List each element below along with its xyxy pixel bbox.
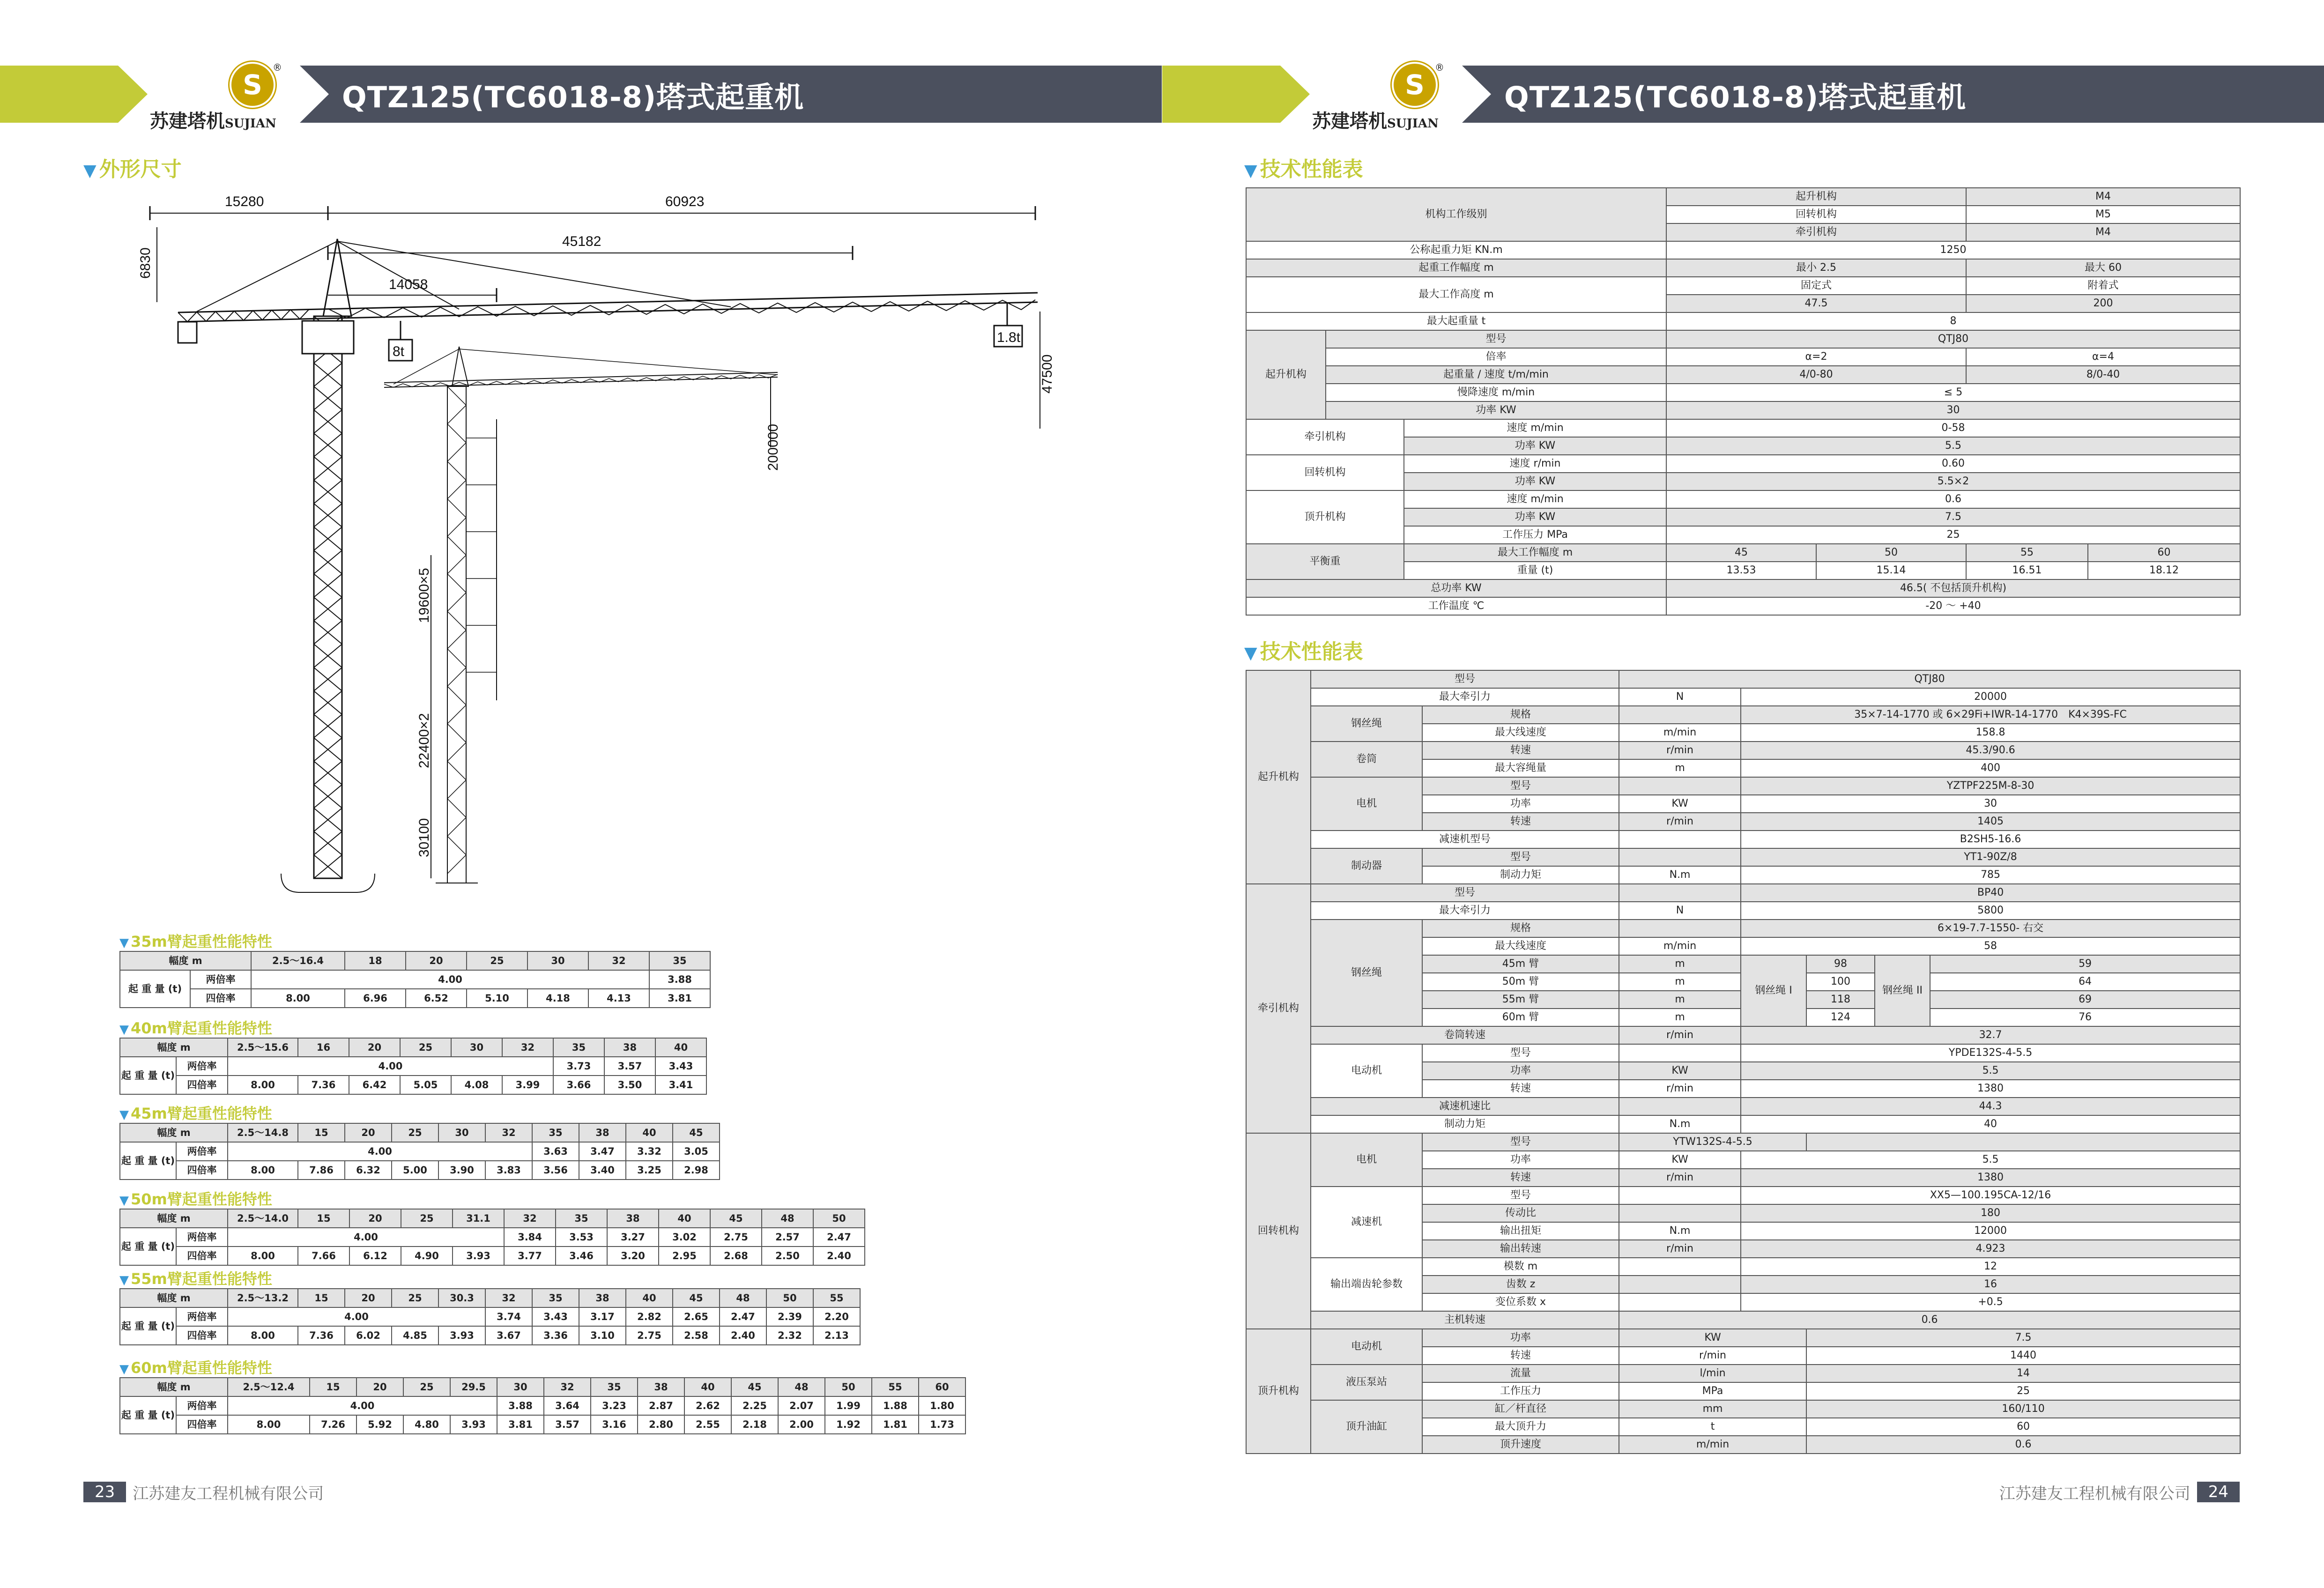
load-table-title: ▼ 50m臂起重性能特性 xyxy=(119,1190,272,1208)
footer-right xyxy=(1999,1480,2240,1504)
load-value: 6.42 xyxy=(349,1076,400,1094)
load-value: 3.20 xyxy=(607,1247,659,1265)
load-value: 3.81 xyxy=(497,1415,544,1434)
dim-label: 15280 xyxy=(225,194,264,209)
load-value: 3.40 xyxy=(579,1161,626,1180)
page-title: QTZ125(TC6018-8)塔式起重机 xyxy=(1504,80,1967,114)
logo-emblem-icon: S xyxy=(1392,62,1438,108)
spec-table-2: 起升机构 型号 QTJ80 最大牵引力 N 20000 钢丝绳 规格 35×7-14-1770 或 6×29Fi+IWR-14-1770 K4×39S-FC 最大线速度 m/min 158.8 卷筒 转速 r/min 45.3/90.6 最大容绳量 m 400 电机 型号 YZTPF225M-8-30 功率 KW 30 转速 r/min 1405 减速机型号 B2SH5-16.6 制动器 型号 YT1-90Z/8 制动力矩 N.m 785 牵引机构 型号 BP40 最大牵引力 N 5800 钢丝绳 规格 6×19-7.7-1550- 右交 最大线速度 m/min 58 45m 臂 m 钢丝绳 I 98 钢丝绳 II 59 50m 臂 m 100 64 55m 臂 m 118 69 60m 臂 m 124 76 卷筒转速 r/min 32.7 电动机 型号 YPDE132S-4-5.5 功率 KW 5.5 转速 r/min 1380 减速机速比 44.3 制动力矩 N.m 40 回转机构 电机 型号 YTW132S-4-5.5 功率 KW 5.5 转速 r/min 1380 减速机 型号 XX5—100.195CA-12/16 传动比 180 输出扭矩 N.m 12000 输出转速 r/min 4.923 输出端齿轮参数 模数 m 12 齿数 z 16 变位系数 x +0.5 主机转速 0.6 顶升机构 电动机 功率 KW 7.5 转速 r/min 1440 液压泵站 流量 l/min 14 工作压力 MPa 25 顶升油缸 缸／杆直径 mm 160/110 最大顶升力 t 60 顶升速度 m/min 0.6 xyxy=(1246,670,2241,1454)
load-value: 5.92 xyxy=(356,1415,403,1434)
company-name: 江苏建友工程机械有限公司 xyxy=(1999,1484,2190,1503)
section-title-dimensions: ▼ 外形尺寸 xyxy=(83,157,182,181)
triangle-icon: ▼ xyxy=(119,1108,129,1122)
load-value: 4.18 xyxy=(527,989,588,1008)
load-table-title: ▼ 40m臂起重性能特性 xyxy=(119,1019,272,1037)
load-table: 幅度 m 2.5～16.4 18 20 25 30 32 35 起 重 量 (t) 两倍率 4.00 3.88 四倍率 8.00 6.96 6.52 5.10 4.18 4.13 3.81 xyxy=(119,951,711,1008)
load-value: 3.93 xyxy=(438,1326,485,1345)
load-value: 3.41 xyxy=(655,1076,706,1094)
load-table: 幅度 m 2.5～14.8 15 20 25 30 32 35 38 40 45 起 重 量 (t) 两倍率 4.00 3.63 3.47 3.32 3.05 四倍率 8.00 7.86 6.32 5.00 3.90 3.83 3.56 3.40 3.25 2.98 xyxy=(119,1123,720,1180)
load-table: 幅度 m 2.5～15.6 16 20 25 30 32 35 38 40 起 重 量 (t) 两倍率 4.00 3.73 3.57 3.43 四倍率 8.00 7.36 6.42 5.05 4.08 3.99 3.66 3.50 3.41 xyxy=(119,1038,707,1095)
dim-label: 60923 xyxy=(665,194,705,209)
load-value: 8.00 xyxy=(228,1415,310,1434)
load-value: 4.90 xyxy=(401,1247,453,1265)
load-value: 6.32 xyxy=(345,1161,392,1180)
load-value: 2.75 xyxy=(626,1326,673,1345)
triangle-icon: ▼ xyxy=(119,936,129,950)
load-table-title: ▼ 35m臂起重性能特性 xyxy=(119,933,272,950)
load-value: 4.08 xyxy=(451,1076,502,1094)
load-value: 3.36 xyxy=(532,1326,579,1345)
load-value: 4.13 xyxy=(588,989,649,1008)
load-value: 6.52 xyxy=(406,989,467,1008)
company-logo: S ® 苏建塔机SUJIAN xyxy=(1312,62,1444,132)
triangle-icon: ▼ xyxy=(119,1362,129,1376)
load-label: 1.8t xyxy=(997,330,1021,345)
load-value: 4.85 xyxy=(392,1326,438,1345)
section-title-spec-1: ▼ 技术性能表 xyxy=(1244,157,1363,181)
load-value: 3.66 xyxy=(553,1076,604,1094)
load-value: 2.50 xyxy=(762,1247,813,1265)
load-value: 2.18 xyxy=(731,1415,778,1434)
load-value: 3.67 xyxy=(485,1326,532,1345)
load-value: 6.12 xyxy=(349,1247,401,1265)
load-value: 3.93 xyxy=(453,1247,504,1265)
load-value: 3.90 xyxy=(438,1161,485,1180)
load-value: 4.80 xyxy=(403,1415,450,1434)
load-value: 2.98 xyxy=(673,1161,720,1180)
dim-label: 45182 xyxy=(562,234,601,249)
load-value: 8.00 xyxy=(228,1161,298,1180)
dim-label: 14058 xyxy=(389,277,428,292)
load-value: 8.00 xyxy=(228,1247,298,1265)
company-logo: S ® 苏建塔机SUJIAN xyxy=(150,62,282,132)
load-table: 幅度 m 2.5～12.4 15 20 25 29.5 30 32 35 38 40 45 48 50 55 60 起 重 量 (t) 两倍率 4.00 3.88 3.64 3.23 2.87 2.62 2.25 2.07 1.99 1.88 1.80 四倍率 8.00 7.26 5.92 4.80 3.93 3.81 3.57 3.16 2.80 2.55 2.18 2.00 1.92 1.81 1.73 xyxy=(119,1377,966,1434)
load-value: 3.57 xyxy=(544,1415,591,1434)
load-value: 7.36 xyxy=(298,1326,345,1345)
company-name: 江苏建友工程机械有限公司 xyxy=(133,1484,324,1503)
load-value: 2.95 xyxy=(659,1247,710,1265)
load-value: 2.13 xyxy=(813,1326,860,1345)
load-value: 3.83 xyxy=(485,1161,532,1180)
load-table: 幅度 m 2.5～14.0 15 20 25 31.1 32 35 38 40 45 48 50 起 重 量 (t) 两倍率 4.00 3.84 3.53 3.27 3.02 2.75 2.57 2.47 四倍率 8.00 7.66 6.12 4.90 3.93 3.77 3.46 3.20 2.95 2.68 2.50 2.40 xyxy=(119,1209,865,1266)
load-value: 8.00 xyxy=(228,1076,298,1094)
load-table-title: ▼ 60m臂起重性能特性 xyxy=(119,1359,272,1377)
triangle-icon: ▼ xyxy=(1244,161,1257,180)
page-title: QTZ125(TC6018-8)塔式起重机 xyxy=(342,80,804,114)
load-value: 3.93 xyxy=(450,1415,497,1434)
load-table: 幅度 m 2.5～13.2 15 20 25 30.3 32 35 38 40 45 48 50 55 起 重 量 (t) 两倍率 4.00 3.74 3.43 3.17 2.82 2.65 2.47 2.39 2.20 四倍率 8.00 7.36 6.02 4.85 3.93 3.67 3.36 3.10 2.75 2.58 2.40 2.32 2.13 xyxy=(119,1288,861,1345)
load-value: 1.73 xyxy=(919,1415,965,1434)
load-value: 5.05 xyxy=(400,1076,451,1094)
logo-emblem-icon: S xyxy=(230,62,275,108)
load-value: 6.02 xyxy=(345,1326,392,1345)
load-value: 3.81 xyxy=(649,989,710,1008)
triangle-icon: ▼ xyxy=(83,161,97,180)
load-value: 1.92 xyxy=(825,1415,872,1434)
load-value: 3.16 xyxy=(591,1415,638,1434)
triangle-icon: ▼ xyxy=(1244,644,1257,663)
load-value: 8.00 xyxy=(228,1326,298,1345)
load-value: 6.96 xyxy=(345,989,406,1008)
load-value: 2.80 xyxy=(638,1415,684,1434)
dim-label: 22400×2 xyxy=(416,713,432,768)
triangle-icon: ▼ xyxy=(119,1273,129,1287)
section-title-spec-2: ▼ 技术性能表 xyxy=(1244,640,1363,664)
page-number: 24 xyxy=(2197,1482,2240,1502)
load-value: 3.77 xyxy=(504,1247,556,1265)
page-number: 23 xyxy=(83,1482,126,1502)
dim-label: 6830 xyxy=(138,247,153,279)
dim-label: 200000 xyxy=(765,423,781,471)
load-label: 8t xyxy=(393,344,405,359)
footer-left xyxy=(83,1480,324,1504)
spec-table-1: 机构工作级别 起升机构 M4 回转机构 M5 牵引机构 M4 公称起重力矩 KN.m 1250 起重工作幅度 m 最小 2.5 最大 60 最大工作高度 m 固定式 附着式 47.5 200 最大起重量 t 8 起升机构 型号 QTJ80 倍率 α=2 α=4 起重量 / 速度 t/m/min 4/0-80 8/0-40 慢降速度 m/min ≤ 5 功率 KW 30 牵引机构 速度 m/min 0-58 功率 KW 5.5 回转机构 速度 r/min 0.60 功率 KW 5.5×2 顶升机构 速度 m/min 0.6 功率 KW 7.5 工作压力 MPa 25 平衡重 最大工作幅度 m 45 50 55 60 重量 (t) 13.53 15.14 16.51 18.12 总功率 KW 46.5( 不包括顶升机构) 工作温度 ℃ -20 ～ +40 xyxy=(1246,187,2241,616)
load-value: 2.58 xyxy=(673,1326,720,1345)
right-page xyxy=(1162,0,2324,1588)
load-value: 2.40 xyxy=(813,1247,865,1265)
load-value: 2.00 xyxy=(778,1415,825,1434)
load-value: 2.32 xyxy=(766,1326,813,1345)
dim-label: 47500 xyxy=(1039,354,1055,393)
load-value: 7.36 xyxy=(298,1076,349,1094)
load-value: 3.50 xyxy=(604,1076,655,1094)
load-value: 3.25 xyxy=(626,1161,673,1180)
load-value: 7.26 xyxy=(310,1415,356,1434)
load-table-title: ▼ 55m臂起重性能特性 xyxy=(119,1270,272,1288)
load-value: 3.56 xyxy=(532,1161,579,1180)
dim-label: 19600×5 xyxy=(416,568,432,623)
load-value: 2.40 xyxy=(720,1326,766,1345)
load-value: 3.10 xyxy=(579,1326,626,1345)
load-value: 1.81 xyxy=(872,1415,919,1434)
load-value: 7.86 xyxy=(298,1161,345,1180)
dim-label: 30100 xyxy=(416,818,432,857)
load-value: 3.99 xyxy=(502,1076,553,1094)
load-table-title: ▼ 45m臂起重性能特性 xyxy=(119,1105,272,1122)
load-value: 2.55 xyxy=(684,1415,731,1434)
load-value: 5.10 xyxy=(467,989,527,1008)
load-value: 7.66 xyxy=(298,1247,349,1265)
load-value: 3.46 xyxy=(556,1247,607,1265)
load-value: 2.68 xyxy=(710,1247,762,1265)
crane-drawing xyxy=(138,185,1055,897)
load-value: 8.00 xyxy=(251,989,345,1008)
triangle-icon: ▼ xyxy=(119,1023,129,1037)
load-value: 5.00 xyxy=(392,1161,438,1180)
triangle-icon: ▼ xyxy=(119,1194,129,1208)
